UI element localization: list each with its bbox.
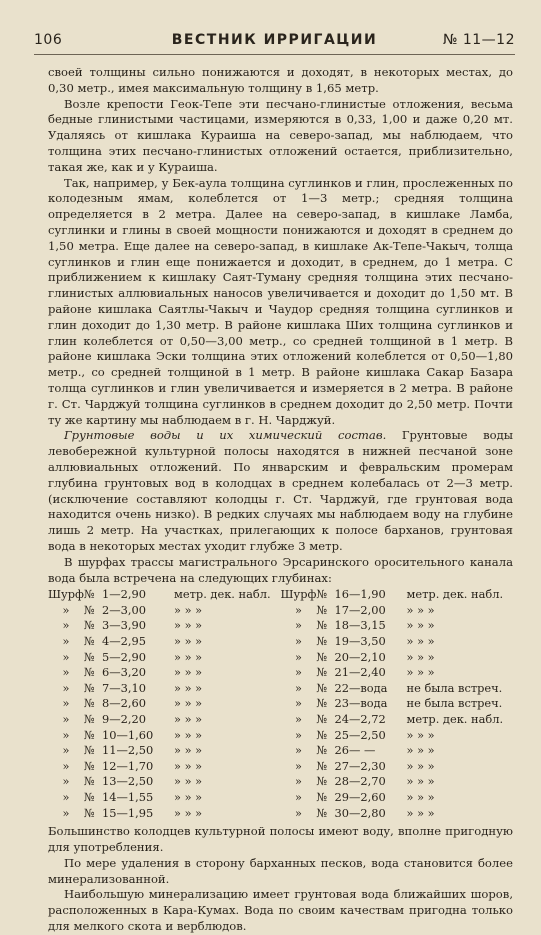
paragraph: Возле крепости Геок-Тепе эти песчано-глинистые отложения, весьма бедные глинистыми частицами, измеряются в 0,33, 1,00 и даже 0,20 мт. Удаляясь от кишлака Кураиша на северо-запад, мы наблюдаем, что толщина этих песчано-глинистых отложений остается, приблизительно, такая же, как и у Кураиша. [48, 96, 513, 174]
table-row: » № 29—2,60 » » » [295, 790, 435, 805]
table-row: » № 12—1,70 » » » [62, 758, 203, 773]
table-row: » № 19—3,50 » » » [295, 634, 435, 649]
paragraph: Большинство колодцев культурной полосы имеют воду, вполне пригодную для употребления. [48, 824, 513, 854]
table-row: Шурф № 16—1,90 метр. дек. набл. [280, 587, 504, 602]
table-row: » № 21—2,40 » » » [295, 665, 435, 680]
table-row: » № 26— — » » » [295, 743, 435, 758]
page-header [34, 30, 515, 55]
table-row: » № 27—2,30 » » » [295, 758, 435, 773]
table-row: » № 18—3,15 » » » [295, 618, 435, 633]
table-row: » № 13—2,50 » » » [62, 774, 203, 789]
table-intro: В шурфах трассы магистрального Эрсаринского оросительного канала вода была встречена на следующих глубинах: [48, 554, 513, 585]
table-right-column [281, 587, 514, 821]
paragraph: Наибольшую минерализацию имеет грунтовая вода ближайших шоров, расположенных в Кара-Кумах. Вода по своим качествам пригодна только для мелкого скота и верблюдов. [48, 887, 513, 933]
table-row: » № 8—2,60 » » » [62, 696, 203, 711]
table-row: » № 28—2,70 » » » [295, 774, 435, 789]
table-row: » № 2—3,00 » » » [62, 602, 203, 617]
table-row: » № 14—1,55 » » » [62, 790, 203, 805]
table-row: » № 9—2,20 » » » [62, 712, 203, 727]
pit-depth-table [48, 587, 513, 821]
article-body [48, 65, 513, 935]
table-left-column [48, 587, 281, 821]
table-row: » № 23—вода не была встреч. [295, 696, 503, 711]
table-row: » № 20—2,10 » » » [295, 649, 435, 664]
groundwater-text: Грунтовые воды левобережной культурной полосы находятся в нижней песчаной зоне аллювиальных отложений. По январским и февральским промерам глубина грунтовых вод в колодцах в среднем колебалась от 2—3 метр. (исключение составляют колодцы г. Ст. Чарджуй, где грунтовая вода находится очень низко). В редких случаях мы наблюдаем воду на глубине лишь 2 метр. На участках, прилегающих к полосе барханов, грунтовая вода в некоторых местах уходит глубже 3 метр. [48, 428, 514, 553]
journal-title: ВЕСТНИК ИРРИГАЦИИ [171, 32, 378, 48]
table-row: » № 17—2,00 » » » [295, 602, 435, 617]
table-row: » № 7—3,10 » » » [62, 680, 203, 695]
paragraph: Так, например, у Бек-аула толщина суглинков и глин, прослеженных по колодезным ямам, колеблется от 1—3 метр.; средняя толщина определяется в 2 метра. Далее на северо-запад, в кишлаке Ламба, суглинки и глины в своей мощности понижаются и доходят в среднем до 1,50 метра. Еще далее на северо-запад, в кишлаке Ак-Тепе-Чакыч, толща суглинков и глин еще понижается и доходит, в среднем, до 1 метра. С приближением к кишлаку Саят-Туману средняя толщина этих песчано-глинистых аллювиальных наносов увеличивается и доходит до 1,50 мт. В районе кишлака Саятлы-Чакыч и Чаудор средняя толщина суглинков и глин доходит до 1,30 метр. В районе кишлака Ших толщина суглинков и глин колеблется от 0,50—3,00 метр., со средней толщиной в 1 метр. В районе кишлака Эски толщина этих отложений колеблется от 0,50—1,80 метр., со средней толщиной в 1 метр. В районе кишлака Сакар Базара толща суглинков и глин увеличивается и измеряется в 2 метра. В районе г. Ст. Чарджуй толщина суглинков в среднем доходит до 2,50 метр. Почти ту же картину мы наблюдаем в г. Н. Чарджуй. [48, 175, 513, 427]
paragraph: По мере удаления в сторону барханных песков, вода становится более минерализованной. [48, 855, 513, 886]
table-row: » № 30—2,80 » » » [295, 805, 435, 820]
page-number: 106 [34, 32, 63, 48]
issue-number: № 11—12 [442, 32, 515, 48]
table-row: » № 10—1,60 » » » [62, 727, 203, 742]
section-heading: Грунтовые воды и их химический состав. [64, 428, 387, 443]
table-row: » № 4—2,95 » » » [62, 634, 203, 649]
table-row: » № 15—1,95 » » » [62, 805, 203, 820]
table-row: » № 24—2,72 метр. дек. набл. [295, 712, 504, 727]
paragraph: своей толщины сильно понижаются и доходят, в некоторых местах, до 0,30 метр., имея максимальную толщину в 1,65 метр. [48, 65, 513, 95]
table-row: » № 3—3,90 » » » [62, 618, 203, 633]
table-row: » № 22—вода не была встреч. [295, 680, 503, 695]
table-row: Шурф № 1—2,90 метр. дек. набл. [48, 587, 271, 602]
table-row: » № 5—2,90 » » » [62, 649, 203, 664]
table-row: » № 6—3,20 » » » [62, 665, 203, 680]
groundwater-paragraph [48, 428, 513, 554]
table-row: » № 25—2,50 » » » [295, 727, 435, 742]
table-row: » № 11—2,50 » » » [62, 743, 203, 758]
